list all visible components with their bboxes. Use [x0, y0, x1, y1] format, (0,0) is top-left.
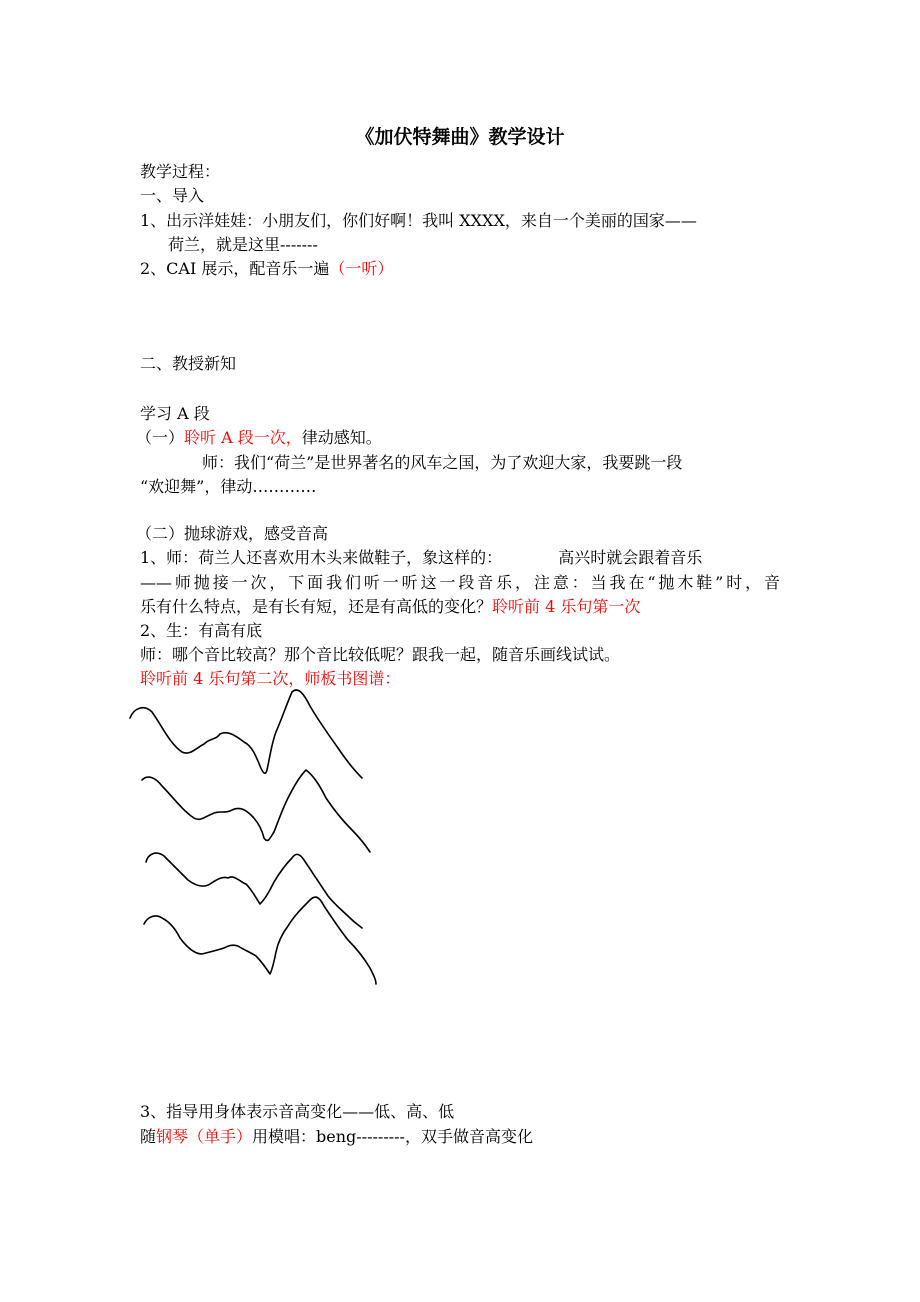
- pitch-contour-line-2: [142, 770, 370, 852]
- part-1-suffix: 律动感知。: [301, 428, 382, 447]
- pitch-contour-line-1: [130, 690, 362, 778]
- part-2-heading: （二）抛球游戏，感受音高: [136, 524, 329, 543]
- piano-instruction-line: [140, 1125, 533, 1149]
- part-2-red-note: 聆听前 4 乐句第二次，师板书图谱：: [140, 669, 401, 688]
- part-2-item-1-line-1a: 1、师：荷兰人还喜欢用木头来做鞋子，象这样的：: [140, 548, 503, 567]
- part-2-item-1-line-3: [140, 595, 640, 619]
- process-label: 教学过程：: [140, 162, 221, 181]
- section-1-heading: 一、导入: [140, 186, 205, 205]
- section-1-item-2-text: 2、CAI 展示，配音乐一遍: [140, 259, 330, 278]
- learn-a-heading: 学习 A 段: [140, 404, 210, 423]
- part-2-item-1-line-3-red: 聆听前 4 乐句第一次: [492, 597, 641, 616]
- section-1-item-1-line-1: 1、出示洋娃娃：小朋友们，你们好啊！我叫 XXXX，来自一个美丽的国家——: [140, 211, 697, 230]
- part-2-item-1-line-3-text: 乐有什么特点，是有长有短，还是有高低的变化？: [140, 597, 493, 616]
- pitch-contour-line-3: [146, 853, 362, 928]
- section-1-item-1-line-2: 荷兰，就是这里-------: [168, 235, 318, 254]
- section-1-item-2: [140, 257, 393, 281]
- part-2-item-1-line-2: ——师抛接一次，下面我们听一听这一段音乐，注意：当我在“抛木鞋”时，音: [140, 573, 780, 592]
- section-2-heading: 二、教授新知: [140, 354, 237, 373]
- part-2-teacher-line: 师：哪个音比较高？那个音比较低呢？跟我一起，随音乐画线试试。: [140, 645, 621, 664]
- part-2-item-1-line-1: [140, 546, 702, 570]
- part-1-teacher-line-1: 师：我们“荷兰”是世界著名的风车之国，为了欢迎大家，我要跳一段: [202, 453, 683, 472]
- part-2-item-1-line-1b: 高兴时就会跟着音乐: [558, 548, 703, 567]
- part-1-teacher-line-2: “欢迎舞”，律动…………: [140, 477, 317, 496]
- part-2-item-2: 2、生：有高有底: [140, 621, 263, 640]
- section-1-item-2-red-note: （一听）: [329, 259, 394, 278]
- piano-instruction-suffix: 用模唱：beng---------，双手做音高变化: [252, 1127, 533, 1146]
- part-1-line: [136, 426, 382, 450]
- piano-instruction-prefix: 随: [140, 1127, 157, 1146]
- part-1-prefix: （一）: [136, 428, 185, 447]
- piano-instruction-red: 钢琴（单手）: [156, 1127, 253, 1146]
- part-1-red-text: 聆听 A 段一次，: [184, 428, 302, 447]
- item-3-line: 3、指导用身体表示音高变化——低、高、低: [140, 1102, 455, 1121]
- pitch-contour-drawing: [124, 686, 394, 990]
- document-title: 《加伏特舞曲》教学设计: [355, 126, 565, 148]
